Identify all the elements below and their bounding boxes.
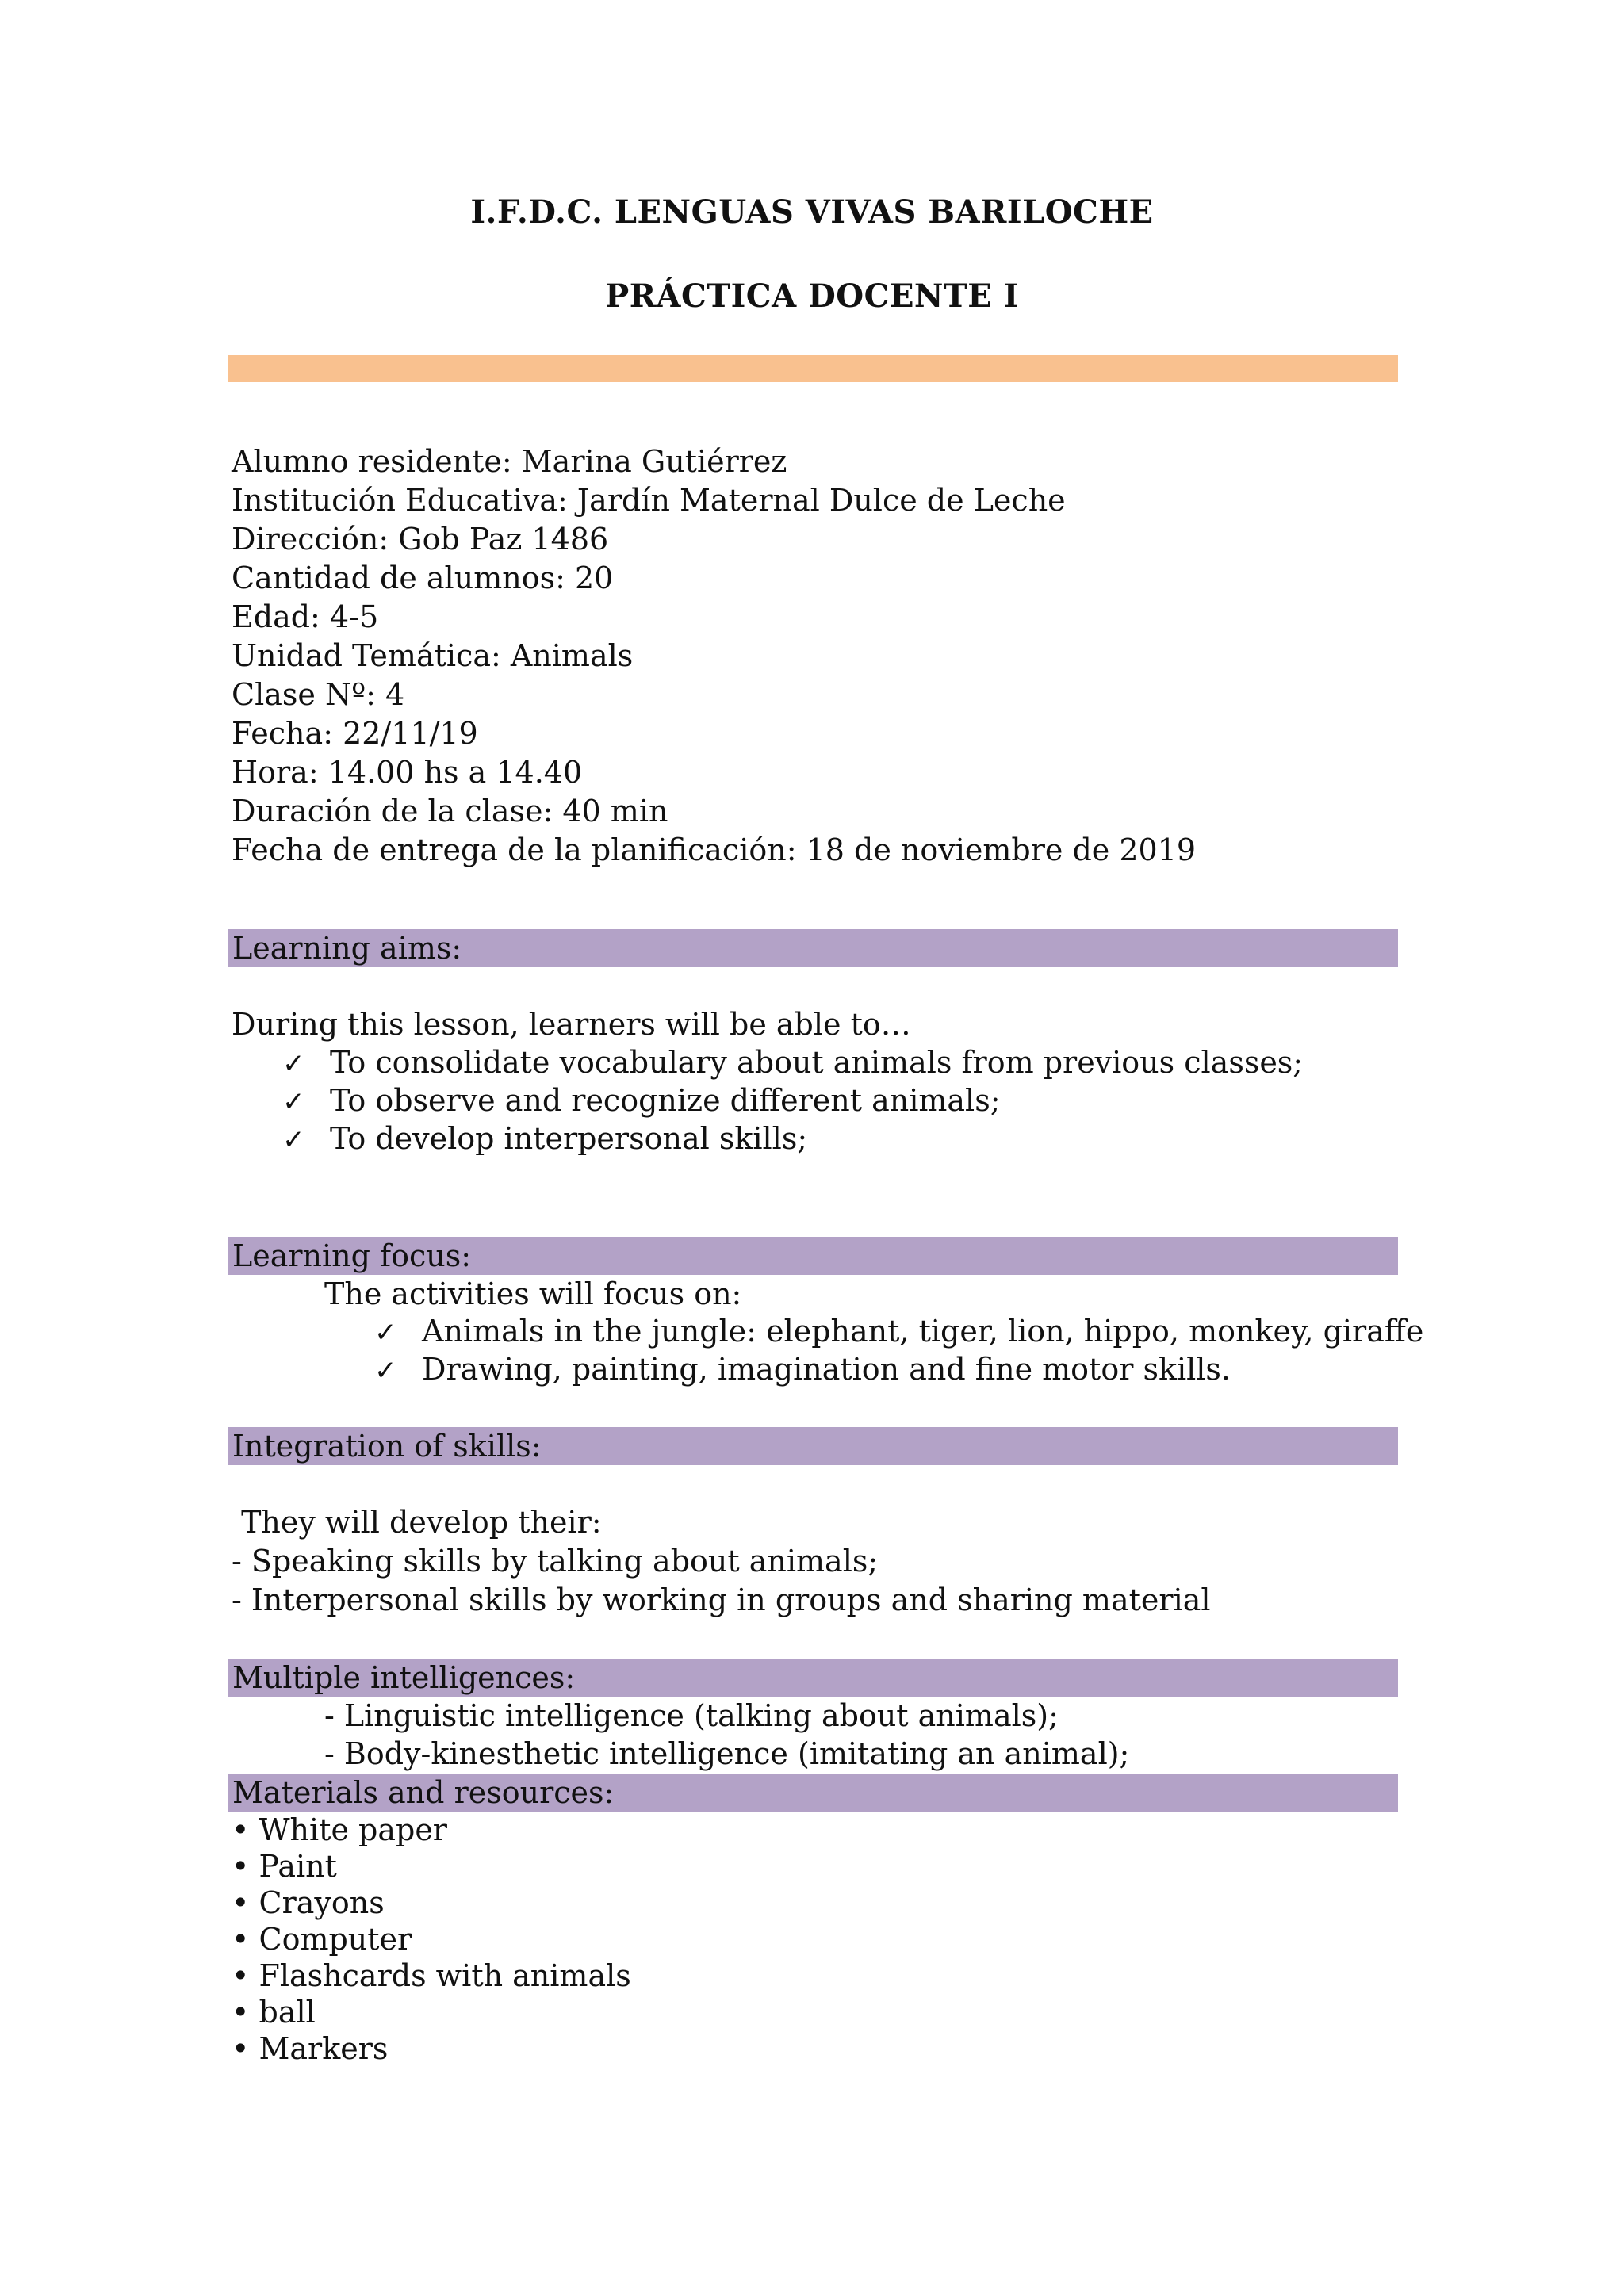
learning-focus-heading: Learning focus: <box>232 1238 472 1273</box>
info-time: Hora: 14.00 hs a 14.40 <box>232 755 583 790</box>
institution-title: I.F.D.C. LENGUAS VIVAS BARILOCHE <box>470 193 1154 231</box>
learning-aims-intro: During this lesson, learners will be able to… <box>232 1007 911 1042</box>
intelligence-item: - Body-kinesthetic intelligence (imitating an animal); <box>324 1736 1130 1771</box>
materials-item: • Computer <box>232 1922 412 1957</box>
integration-heading: Integration of skills: <box>232 1429 542 1464</box>
info-student-count: Cantidad de alumnos: 20 <box>232 561 614 595</box>
info-address: Dirección: Gob Paz 1486 <box>232 522 609 557</box>
materials-item: • Paint <box>232 1849 337 1884</box>
materials-item: • White paper <box>232 1812 447 1847</box>
learning-aims-item: ✓ To observe and recognize different animals; <box>282 1081 1001 1121</box>
subject-title: PRÁCTICA DOCENTE I <box>605 277 1019 315</box>
learning-aims-heading: Learning aims: <box>232 931 462 966</box>
learning-focus-intro: The activities will focus on: <box>324 1276 742 1311</box>
info-class-number: Clase Nº: 4 <box>232 677 405 712</box>
learning-aims-header <box>228 929 1398 967</box>
info-date: Fecha: 22/11/19 <box>232 716 478 751</box>
learning-focus-item: ✓ Drawing, painting, imagination and fine motor skills. <box>374 1350 1231 1390</box>
learning-focus-header <box>228 1237 1398 1275</box>
integration-item: - Interpersonal skills by working in groups and sharing material <box>232 1582 1211 1617</box>
learning-aims-item: ✓ To consolidate vocabulary about animals from previous classes; <box>282 1043 1303 1083</box>
integration-item: - Speaking skills by talking about animals; <box>232 1544 879 1578</box>
info-delivery-date: Fecha de entrega de la planificación: 18 de noviembre de 2019 <box>232 832 1197 867</box>
materials-item: • Crayons <box>232 1885 385 1920</box>
checkmark-icon: ✓ <box>282 1124 305 1156</box>
intelligences-heading: Multiple intelligences: <box>232 1660 576 1695</box>
checkmark-icon: ✓ <box>374 1355 397 1387</box>
intelligence-item: - Linguistic intelligence (talking about animals); <box>324 1698 1059 1733</box>
info-student: Alumno residente: Marina Gutiérrez <box>232 444 787 479</box>
materials-header <box>228 1774 1398 1812</box>
materials-heading: Materials and resources: <box>232 1775 615 1810</box>
intelligences-header <box>228 1659 1398 1697</box>
integration-intro: They will develop their: <box>232 1505 602 1540</box>
learning-aims-item: ✓ To develop interpersonal skills; <box>282 1119 807 1159</box>
checkmark-icon: ✓ <box>374 1317 397 1349</box>
orange-divider <box>228 355 1398 382</box>
materials-item: • Markers <box>232 2031 389 2066</box>
info-institution: Institución Educativa: Jardín Maternal Dulce de Leche <box>232 483 1066 518</box>
checkmark-icon: ✓ <box>282 1048 305 1080</box>
materials-item: • Flashcards with animals <box>232 1958 631 1993</box>
integration-header <box>228 1427 1398 1465</box>
materials-item: • ball <box>232 1995 316 2030</box>
checkmark-icon: ✓ <box>282 1086 305 1118</box>
info-unit: Unidad Temática: Animals <box>232 638 634 673</box>
info-duration: Duración de la clase: 40 min <box>232 794 668 828</box>
learning-focus-item: ✓ Animals in the jungle: elephant, tiger, lion, hippo, monkey, giraffe <box>374 1312 1423 1352</box>
info-age: Edad: 4-5 <box>232 599 379 634</box>
